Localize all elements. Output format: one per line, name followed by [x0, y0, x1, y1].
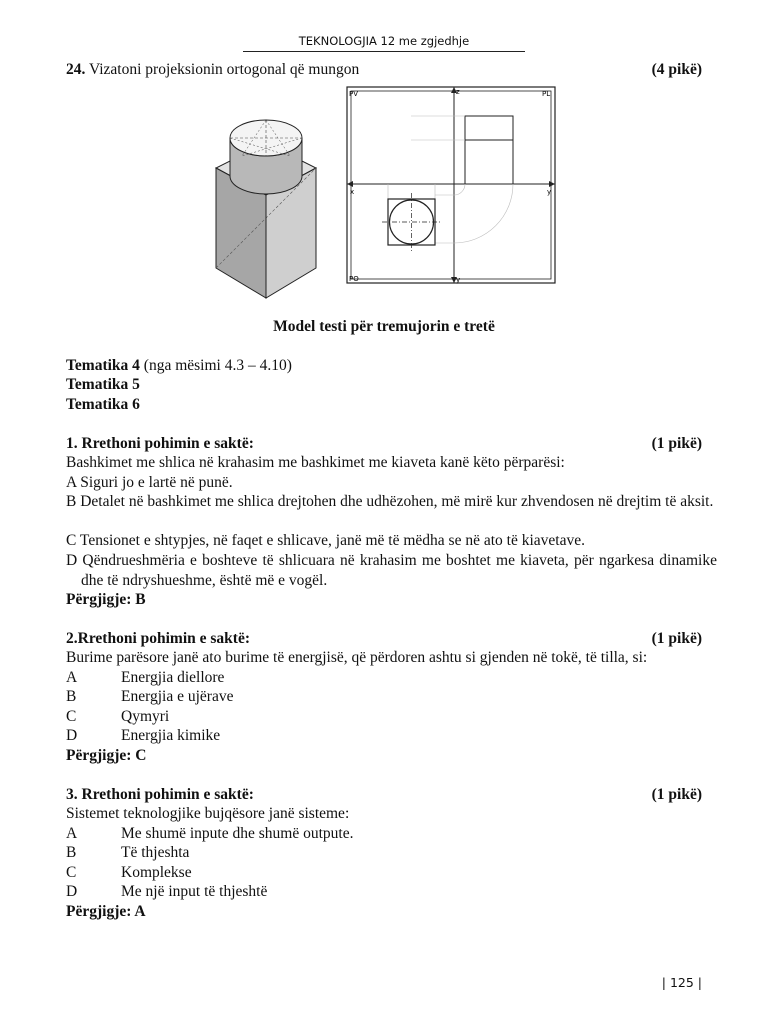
question-3-points: (1 pikë): [651, 786, 702, 803]
tematika-6: Tematika 6: [66, 396, 140, 413]
question-24-text: Vizatoni projeksionin ortogonal që mungon: [85, 61, 360, 78]
label-y-right: y: [547, 188, 552, 196]
question-1-option-a: A Siguri jo e lartë në punë.: [66, 474, 233, 491]
question-2-title: 2.Rrethoni pohimin e saktë:: [66, 630, 251, 647]
tematika-4-label: Tematika 4: [66, 357, 140, 374]
label-pv: PV: [349, 90, 359, 98]
question-24: [66, 60, 702, 80]
label-y-bottom: y: [456, 276, 461, 284]
question-3-answer: Përgjigje: A: [66, 903, 146, 920]
question-1-answer: Përgjigje: B: [66, 591, 146, 608]
model-test-title: Model testi për tremujorin e tretë: [273, 318, 495, 335]
isometric-drawing: [208, 108, 338, 308]
question-2-answer: Përgjigje: C: [66, 747, 147, 764]
question-1-heading: [66, 434, 702, 454]
question-3-title: 3. Rrethoni pohimin e saktë:: [66, 786, 254, 803]
question-2-points: (1 pikë): [651, 630, 702, 647]
page-number: | 125 |: [661, 975, 702, 990]
question-24-points: (4 pikë): [651, 61, 702, 78]
question-1-option-c: C Tensionet e shtypjes, në faqet e shlicave, janë më të mëdha se në ato të kiavetave.: [66, 532, 585, 549]
question-2-stem: Burime parësore janë ato burime të energjisë, që përdoren ashtu si gjenden në tokë, të tilla, si:: [66, 649, 648, 666]
tematika-4: [66, 356, 702, 376]
tematika-4-range: (nga mësimi 4.3 – 4.10): [139, 357, 292, 374]
question-1-option-d: D Qëndrueshmëria e boshteve të shlicuara në krahasim me boshtet me kiaveta, për ngarkesa dinamike dhe të ndryshueshme, është më e vogël.: [66, 552, 717, 589]
question-1-option-b: B Detalet në bashkimet me shlica drejtohen dhe udhëzohen, më mirë kur zhvendosen në drejtim të aksit.: [66, 493, 714, 510]
question-2-heading: [66, 629, 702, 649]
question-3-heading: [66, 785, 702, 805]
label-po: PO: [349, 275, 359, 283]
label-z: z: [456, 88, 460, 96]
tematika-5: Tematika 5: [66, 376, 140, 393]
label-x: x: [350, 188, 355, 196]
question-1-stem: Bashkimet me shlica në krahasim me bashkimet me kiaveta kanë këto përparësi:: [66, 454, 565, 471]
question-1-title: 1. Rrethoni pohimin e saktë:: [66, 435, 254, 452]
label-pl: PL: [542, 90, 551, 98]
question-1-points: (1 pikë): [651, 435, 702, 452]
side-view-bottom-part: [465, 140, 513, 184]
question-3-stem: Sistemet teknologjike bujqësore janë sisteme:: [66, 805, 350, 822]
orthographic-projection-diagram: [344, 84, 558, 286]
side-view-top-part: [465, 116, 513, 140]
question-24-number: 24.: [66, 61, 86, 78]
running-header: TEKNOLOGJIA 12 me zgjedhje: [243, 33, 525, 52]
